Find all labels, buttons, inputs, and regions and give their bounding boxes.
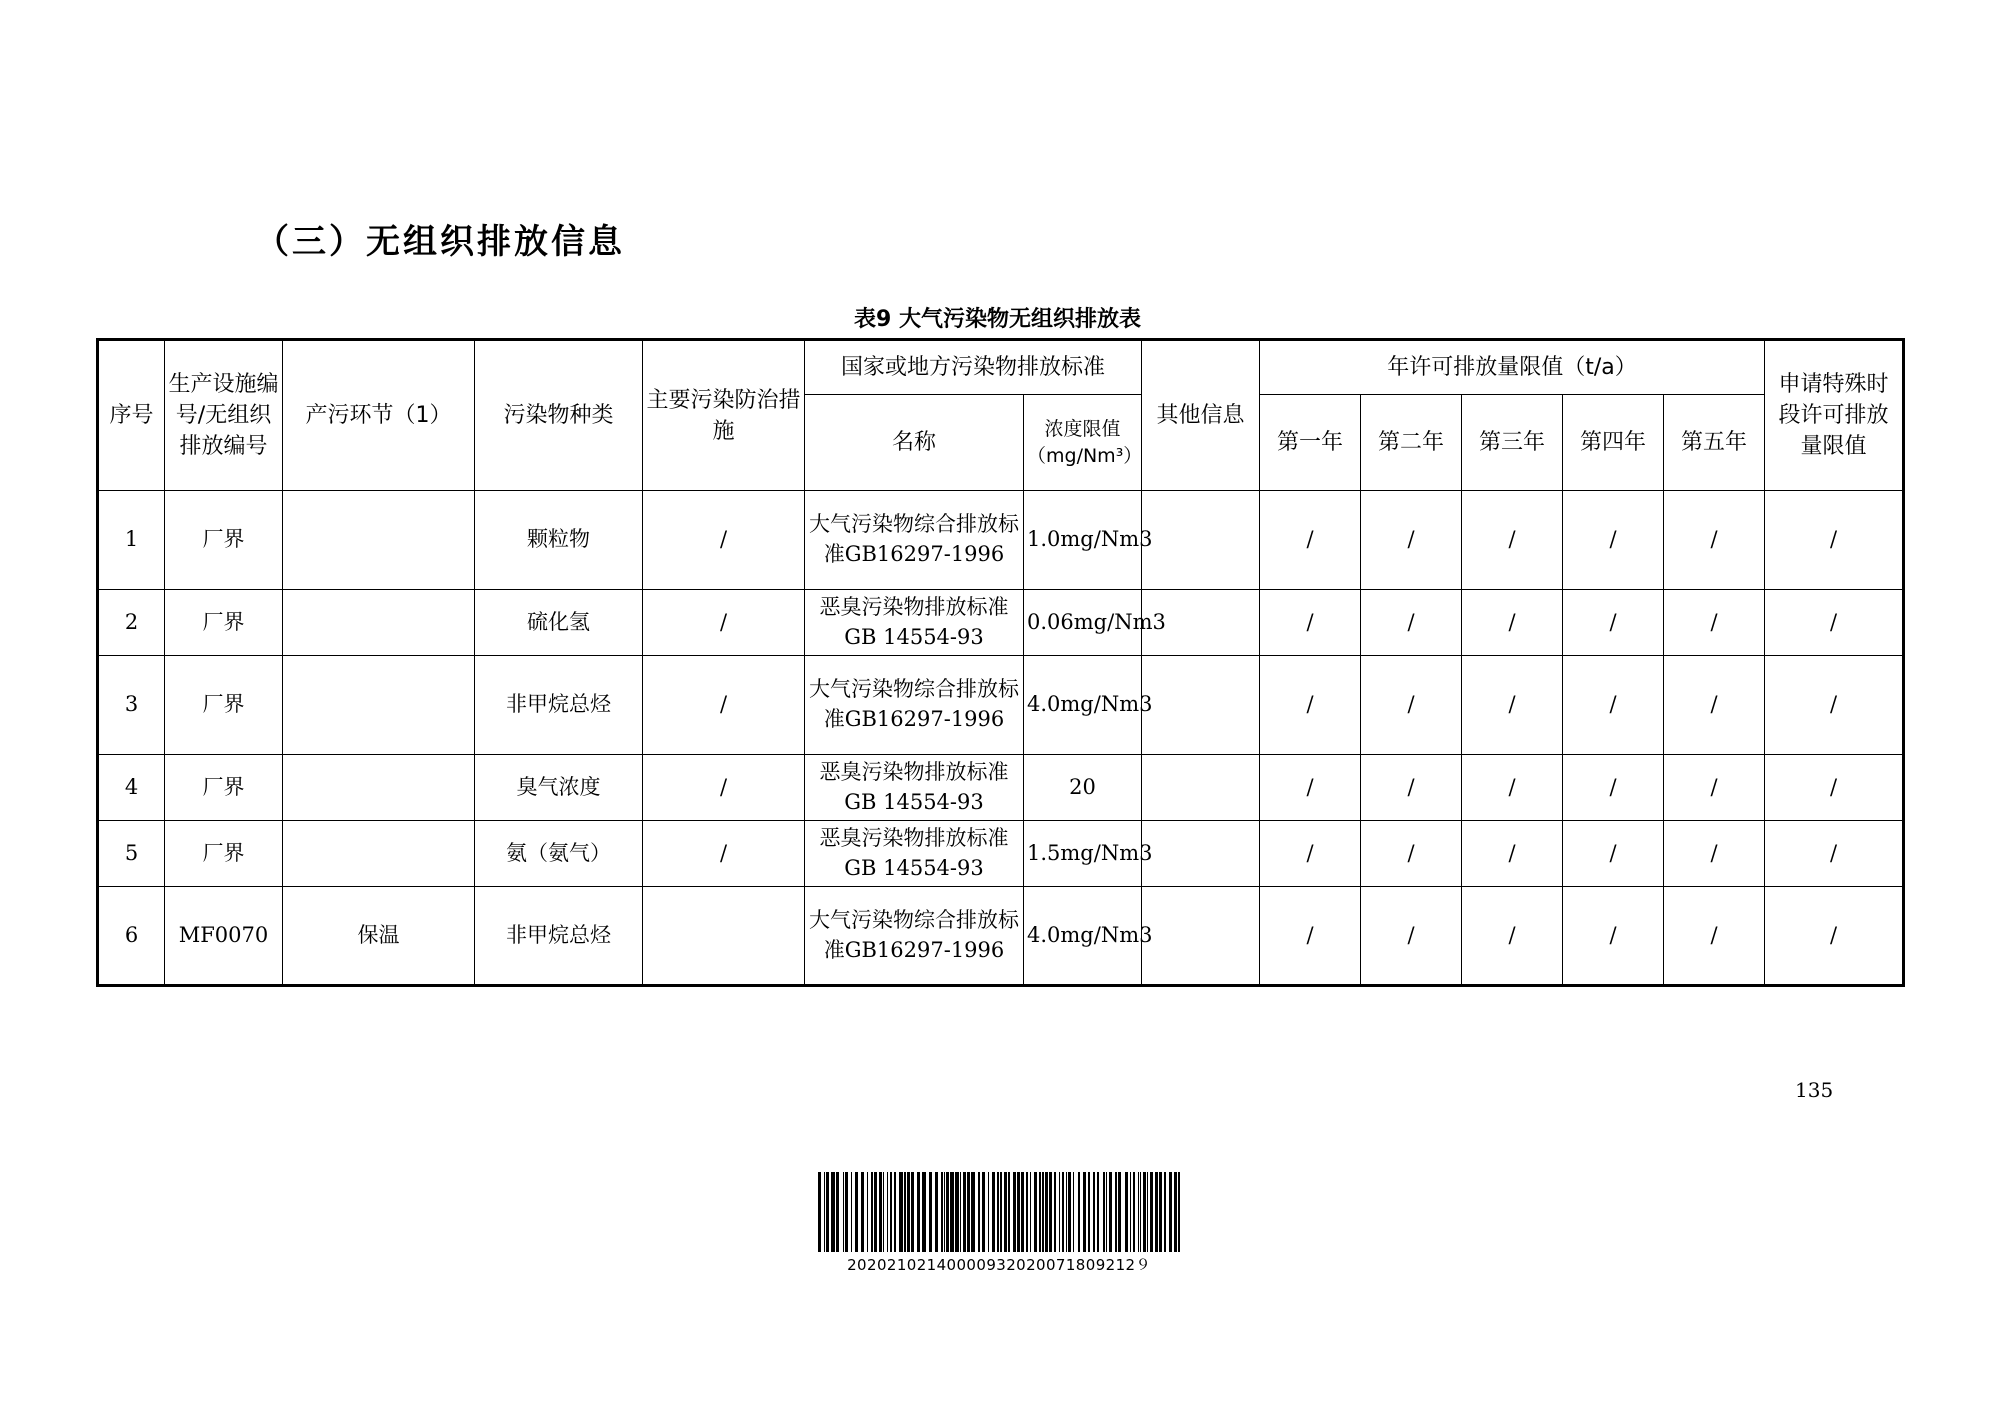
barcode-bar [1130,1172,1131,1252]
table-caption: 表9 大气污染物无组织排放表 [854,307,1141,332]
cell-std-limit: 4.0mg/Nm3 [1024,656,1142,755]
barcode-bar [1062,1172,1064,1252]
barcode-bar [1103,1172,1105,1252]
barcode-bar [1000,1172,1002,1252]
barcode-bar [1059,1172,1060,1252]
barcode-bar [1093,1172,1095,1252]
barcode-bar [831,1172,835,1252]
header-standard-group: 国家或地方污染物排放标准 [805,340,1142,395]
cell-other [1142,491,1260,590]
barcode-bar [963,1172,966,1252]
barcode-bar [1068,1172,1071,1252]
cell-special: / [1765,491,1904,590]
barcode-bar [1140,1172,1141,1252]
cell-year1: / [1260,887,1361,986]
cell-year3: / [1462,590,1563,656]
cell-year1: / [1260,491,1361,590]
header-pollutant: 污染物种类 [475,340,643,491]
barcode-bar [1164,1172,1166,1252]
header-process: 产污环节（1） [283,340,475,491]
cell-special: / [1765,887,1904,986]
barcode-bar [988,1172,989,1252]
header-annual-group: 年许可排放量限值（t/a） [1260,340,1765,395]
barcode-bar [879,1172,882,1252]
cell-measures: / [643,491,805,590]
barcode-bar [941,1172,943,1252]
barcode-bar [843,1172,844,1252]
barcode [816,1172,1182,1275]
cell-std-limit: 4.0mg/Nm3 [1024,887,1142,986]
cell-measures: / [643,656,805,755]
barcode-bar [1174,1172,1177,1252]
barcode-bar [1017,1172,1020,1252]
cell-seq: 5 [98,821,165,887]
cell-measures: / [643,755,805,821]
cell-year5: / [1664,755,1765,821]
barcode-bar [1088,1172,1090,1252]
cell-year3: / [1462,491,1563,590]
barcode-bar [1034,1172,1037,1252]
cell-pollutant: 非甲烷总烃 [475,887,643,986]
cell-seq: 1 [98,491,165,590]
cell-year4: / [1563,887,1664,986]
barcode-bar [883,1172,884,1252]
cell-special: / [1765,755,1904,821]
barcode-bar [1159,1172,1162,1252]
cell-year5: / [1664,656,1765,755]
barcode-bar [1054,1172,1056,1252]
barcode-bar [1106,1172,1107,1252]
cell-year4: / [1563,590,1664,656]
cell-process [283,590,475,656]
cell-special: / [1765,656,1904,755]
cell-seq: 2 [98,590,165,656]
cell-process [283,656,475,755]
barcode-bar [1042,1172,1044,1252]
header-year4: 第四年 [1563,395,1664,491]
cell-pollutant: 颗粒物 [475,491,643,590]
barcode-bar [1133,1172,1135,1252]
cell-year4: / [1563,656,1664,755]
cell-year2: / [1361,755,1462,821]
barcode-bar [861,1172,864,1252]
table-row [98,887,1904,986]
cell-year2: / [1361,656,1462,755]
barcode-bar [907,1172,910,1252]
cell-std-limit: 1.5mg/Nm3 [1024,821,1142,887]
cell-facility-id: MF0070 [165,887,283,986]
cell-facility-id: 厂界 [165,590,283,656]
table-row [98,590,1904,656]
barcode-bar [944,1172,945,1252]
barcode-bar [992,1172,995,1252]
cell-std-name: 大气污染物综合排放标准GB16297-1996 [805,887,1024,986]
barcode-bar [1013,1172,1016,1252]
cell-pollutant: 氨（氨气） [475,821,643,887]
barcode-bar [922,1172,926,1252]
barcode-bar [935,1172,938,1252]
cell-year4: / [1563,491,1664,590]
cell-other [1142,887,1260,986]
header-seq: 序号 [98,340,165,491]
cell-pollutant: 非甲烷总烃 [475,656,643,755]
barcode-bar [1026,1172,1028,1252]
barcode-bar [997,1172,999,1252]
cell-std-limit: 20 [1024,755,1142,821]
barcode-bar [1138,1172,1139,1252]
cell-process [283,491,475,590]
cell-measures: / [643,590,805,656]
barcode-bar [1147,1172,1148,1252]
barcode-bar [855,1172,858,1252]
cell-process [283,821,475,887]
cell-year3: / [1462,755,1563,821]
barcode-bar [845,1172,848,1252]
cell-special: / [1765,590,1904,656]
barcode-bar [1004,1172,1007,1252]
barcode-bar [955,1172,959,1252]
barcode-bar [1109,1172,1112,1252]
barcode-bar [1150,1172,1153,1252]
barcode-bar [904,1172,906,1252]
cell-facility-id: 厂界 [165,491,283,590]
barcode-graphic [816,1172,1182,1252]
cell-special: / [1765,821,1904,887]
header-other: 其他信息 [1142,340,1260,491]
barcode-bar [826,1172,829,1252]
cell-year5: / [1664,590,1765,656]
cell-year4: / [1563,755,1664,821]
cell-std-name: 大气污染物综合排放标准GB16297-1996 [805,656,1024,755]
barcode-bar [1045,1172,1048,1252]
table-row [98,491,1904,590]
barcode-bar [929,1172,932,1252]
barcode-bar [978,1172,980,1252]
cell-year3: / [1462,656,1563,755]
barcode-bar [1039,1172,1041,1252]
cell-std-limit: 0.06mg/Nm3 [1024,590,1142,656]
section-title: （三）无组织排放信息 [255,222,625,262]
cell-pollutant: 硫化氢 [475,590,643,656]
cell-facility-id: 厂界 [165,755,283,821]
cell-year2: / [1361,590,1462,656]
header-year5: 第五年 [1664,395,1765,491]
barcode-bar [1143,1172,1146,1252]
emission-table [96,338,1905,987]
cell-process: 保温 [283,887,475,986]
table-row [98,821,1904,887]
header-measures: 主要污染防治措施 [643,340,805,491]
barcode-bar [1118,1172,1121,1252]
barcode-bar [1115,1172,1117,1252]
cell-pollutant: 臭气浓度 [475,755,643,821]
cell-std-limit: 1.0mg/Nm3 [1024,491,1142,590]
cell-year1: / [1260,821,1361,887]
barcode-bar [960,1172,961,1252]
barcode-bar [1083,1172,1086,1252]
cell-year2: / [1361,491,1462,590]
cell-other [1142,656,1260,755]
barcode-bar [1049,1172,1052,1252]
cell-std-name: 恶臭污染物排放标准GB 14554-93 [805,821,1024,887]
barcode-bar [1178,1172,1180,1252]
header-special: 申请特殊时段许可排放量限值 [1765,340,1904,491]
barcode-bar [1155,1172,1158,1252]
barcode-bar [899,1172,903,1252]
barcode-bar [1008,1172,1010,1252]
cell-year1: / [1260,590,1361,656]
barcode-bar [894,1172,896,1252]
cell-other [1142,821,1260,887]
cell-year1: / [1260,656,1361,755]
barcode-bar [887,1172,888,1252]
header-std-limit: 浓度限值（mg/Nm³） [1024,395,1142,491]
barcode-bar [917,1172,920,1252]
cell-std-name: 恶臭污染物排放标准GB 14554-93 [805,590,1024,656]
cell-seq: 6 [98,887,165,986]
cell-other [1142,755,1260,821]
header-row-1 [98,340,1904,395]
barcode-bar [950,1172,954,1252]
cell-year3: / [1462,887,1563,986]
cell-year3: / [1462,821,1563,887]
barcode-bar [1073,1172,1074,1252]
page-number: 135 [1795,1078,1834,1102]
barcode-bar [1066,1172,1067,1252]
header-year1: 第一年 [1260,395,1361,491]
cell-seq: 3 [98,656,165,755]
barcode-bar [1030,1172,1031,1252]
barcode-bar [1097,1172,1099,1252]
cell-year2: / [1361,887,1462,986]
cell-year2: / [1361,821,1462,887]
barcode-bar [982,1172,985,1252]
cell-year1: / [1260,755,1361,821]
barcode-bar [1021,1172,1024,1252]
barcode-bar [867,1172,868,1252]
cell-std-name: 大气污染物综合排放标准GB16297-1996 [805,491,1024,590]
cell-facility-id: 厂界 [165,821,283,887]
cell-measures [643,887,805,986]
barcode-bar [1078,1172,1080,1252]
barcode-bar [890,1172,892,1252]
barcode-bar [874,1172,877,1252]
barcode-bar [946,1172,949,1252]
barcode-bar [836,1172,839,1252]
table-row [98,656,1904,755]
cell-process [283,755,475,821]
cell-measures: / [643,821,805,887]
barcode-bar [824,1172,825,1252]
barcode-bar [971,1172,975,1252]
barcode-bar [911,1172,914,1252]
barcode-bar [1125,1172,1128,1252]
cell-year5: / [1664,887,1765,986]
header-year2: 第二年 [1361,395,1462,491]
cell-year4: / [1563,821,1664,887]
cell-facility-id: 厂界 [165,656,283,755]
cell-year5: / [1664,491,1765,590]
cell-seq: 4 [98,755,165,821]
barcode-bar [871,1172,873,1252]
header-std-name: 名称 [805,395,1024,491]
header-year3: 第三年 [1462,395,1563,491]
barcode-bar [967,1172,970,1252]
cell-year5: / [1664,821,1765,887]
barcode-bar [851,1172,852,1252]
barcode-bar [1169,1172,1172,1252]
cell-std-name: 恶臭污染物排放标准GB 14554-93 [805,755,1024,821]
table-row [98,755,1904,821]
barcode-number: 20202102140000932020071809212９ [847,1256,1151,1274]
barcode-bar [818,1172,821,1252]
header-facility-id: 生产设施编号/无组织排放编号 [165,340,283,491]
